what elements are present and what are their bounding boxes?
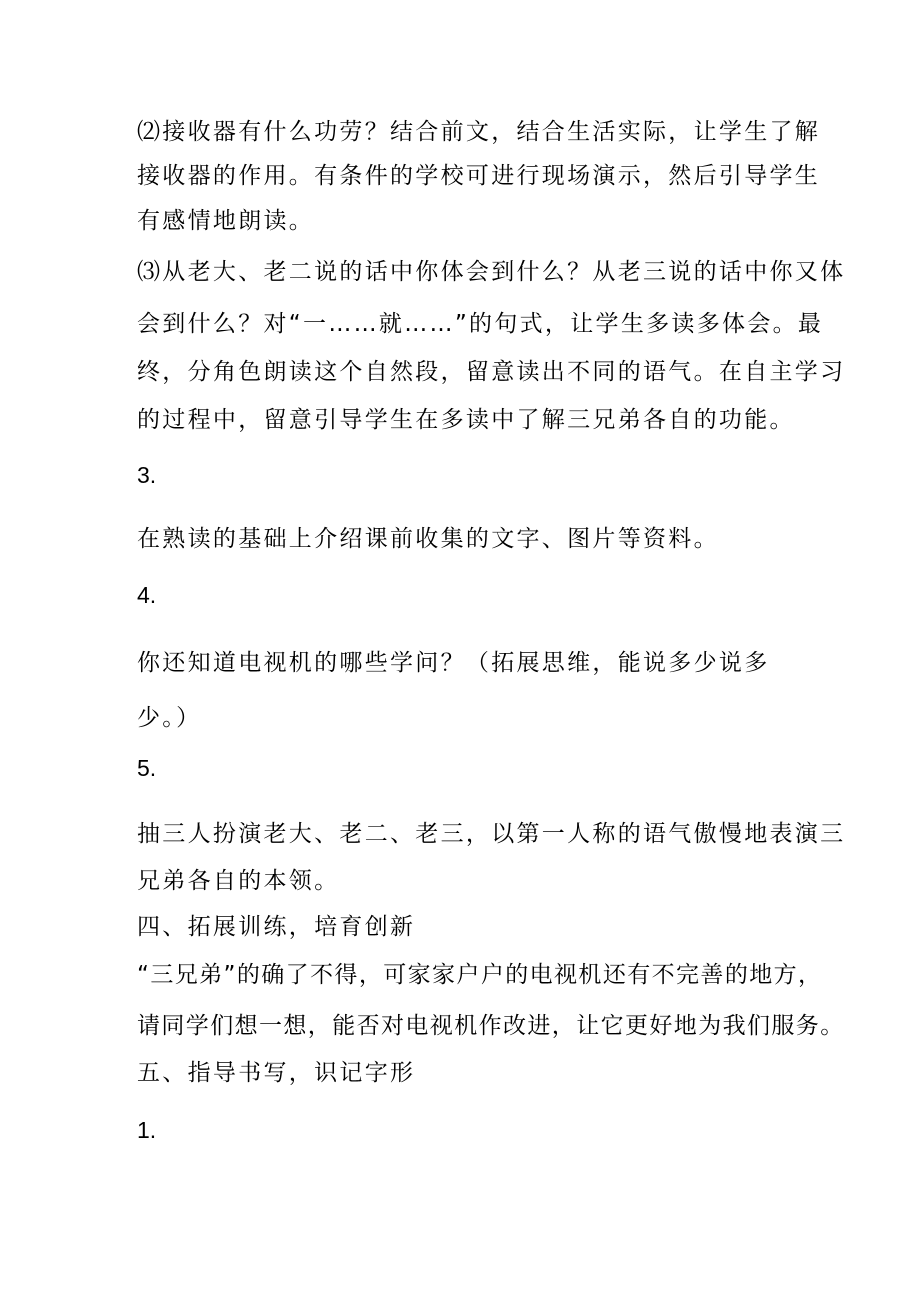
text-line-11: 你还知道电视机的哪些学问？（拓展思维，能说多少说多 bbox=[137, 650, 770, 676]
text-line-5: 会到什么？对“一……就……”的句式，让学生多读多体会。最 bbox=[137, 311, 824, 337]
list-number-4: 4. bbox=[137, 582, 157, 608]
text-line-2: 接收器的作用。有条件的学校可进行现场演示，然后引导学生 bbox=[137, 163, 821, 189]
text-line-3: 有感情地朗读。 bbox=[137, 208, 315, 234]
text-line-9: 在熟读的基础上介绍课前收集的文字、图片等资料。 bbox=[137, 526, 719, 552]
text-line-12: 少。） bbox=[137, 705, 202, 731]
text-line-15: 兄弟各自的本领。 bbox=[137, 868, 340, 894]
list-number-3: 3. bbox=[137, 462, 157, 488]
text-line-4: ⑶从老大、老二说的话中你体会到什么？从老三说的话中你又体 bbox=[137, 259, 846, 285]
section-heading-4: 四、拓展训练，培育创新 bbox=[137, 914, 416, 940]
list-number-1: 1. bbox=[137, 1117, 157, 1143]
text-line-18: 请同学们想一想，能否对电视机作改进，让它更好地为我们服务。 bbox=[137, 1013, 845, 1039]
text-line-17: “三兄弟”的确了不得，可家家户户的电视机还有不完善的地方， bbox=[137, 962, 823, 988]
text-line-7: 的过程中，留意引导学生在多读中了解三兄弟各自的功能。 bbox=[137, 407, 795, 433]
text-line-1: ⑵接收器有什么功劳？结合前文，结合生活实际，让学生了解 bbox=[137, 119, 821, 145]
list-number-5: 5. bbox=[137, 755, 157, 781]
section-heading-5: 五、指导书写，识记字形 bbox=[137, 1060, 416, 1086]
text-line-6: 终，分角色朗读这个自然段，留意读出不同的语气。在自主学习 bbox=[137, 359, 846, 385]
text-line-14: 抽三人扮演老大、老二、老三，以第一人称的语气傲慢地表演三 bbox=[137, 821, 846, 847]
